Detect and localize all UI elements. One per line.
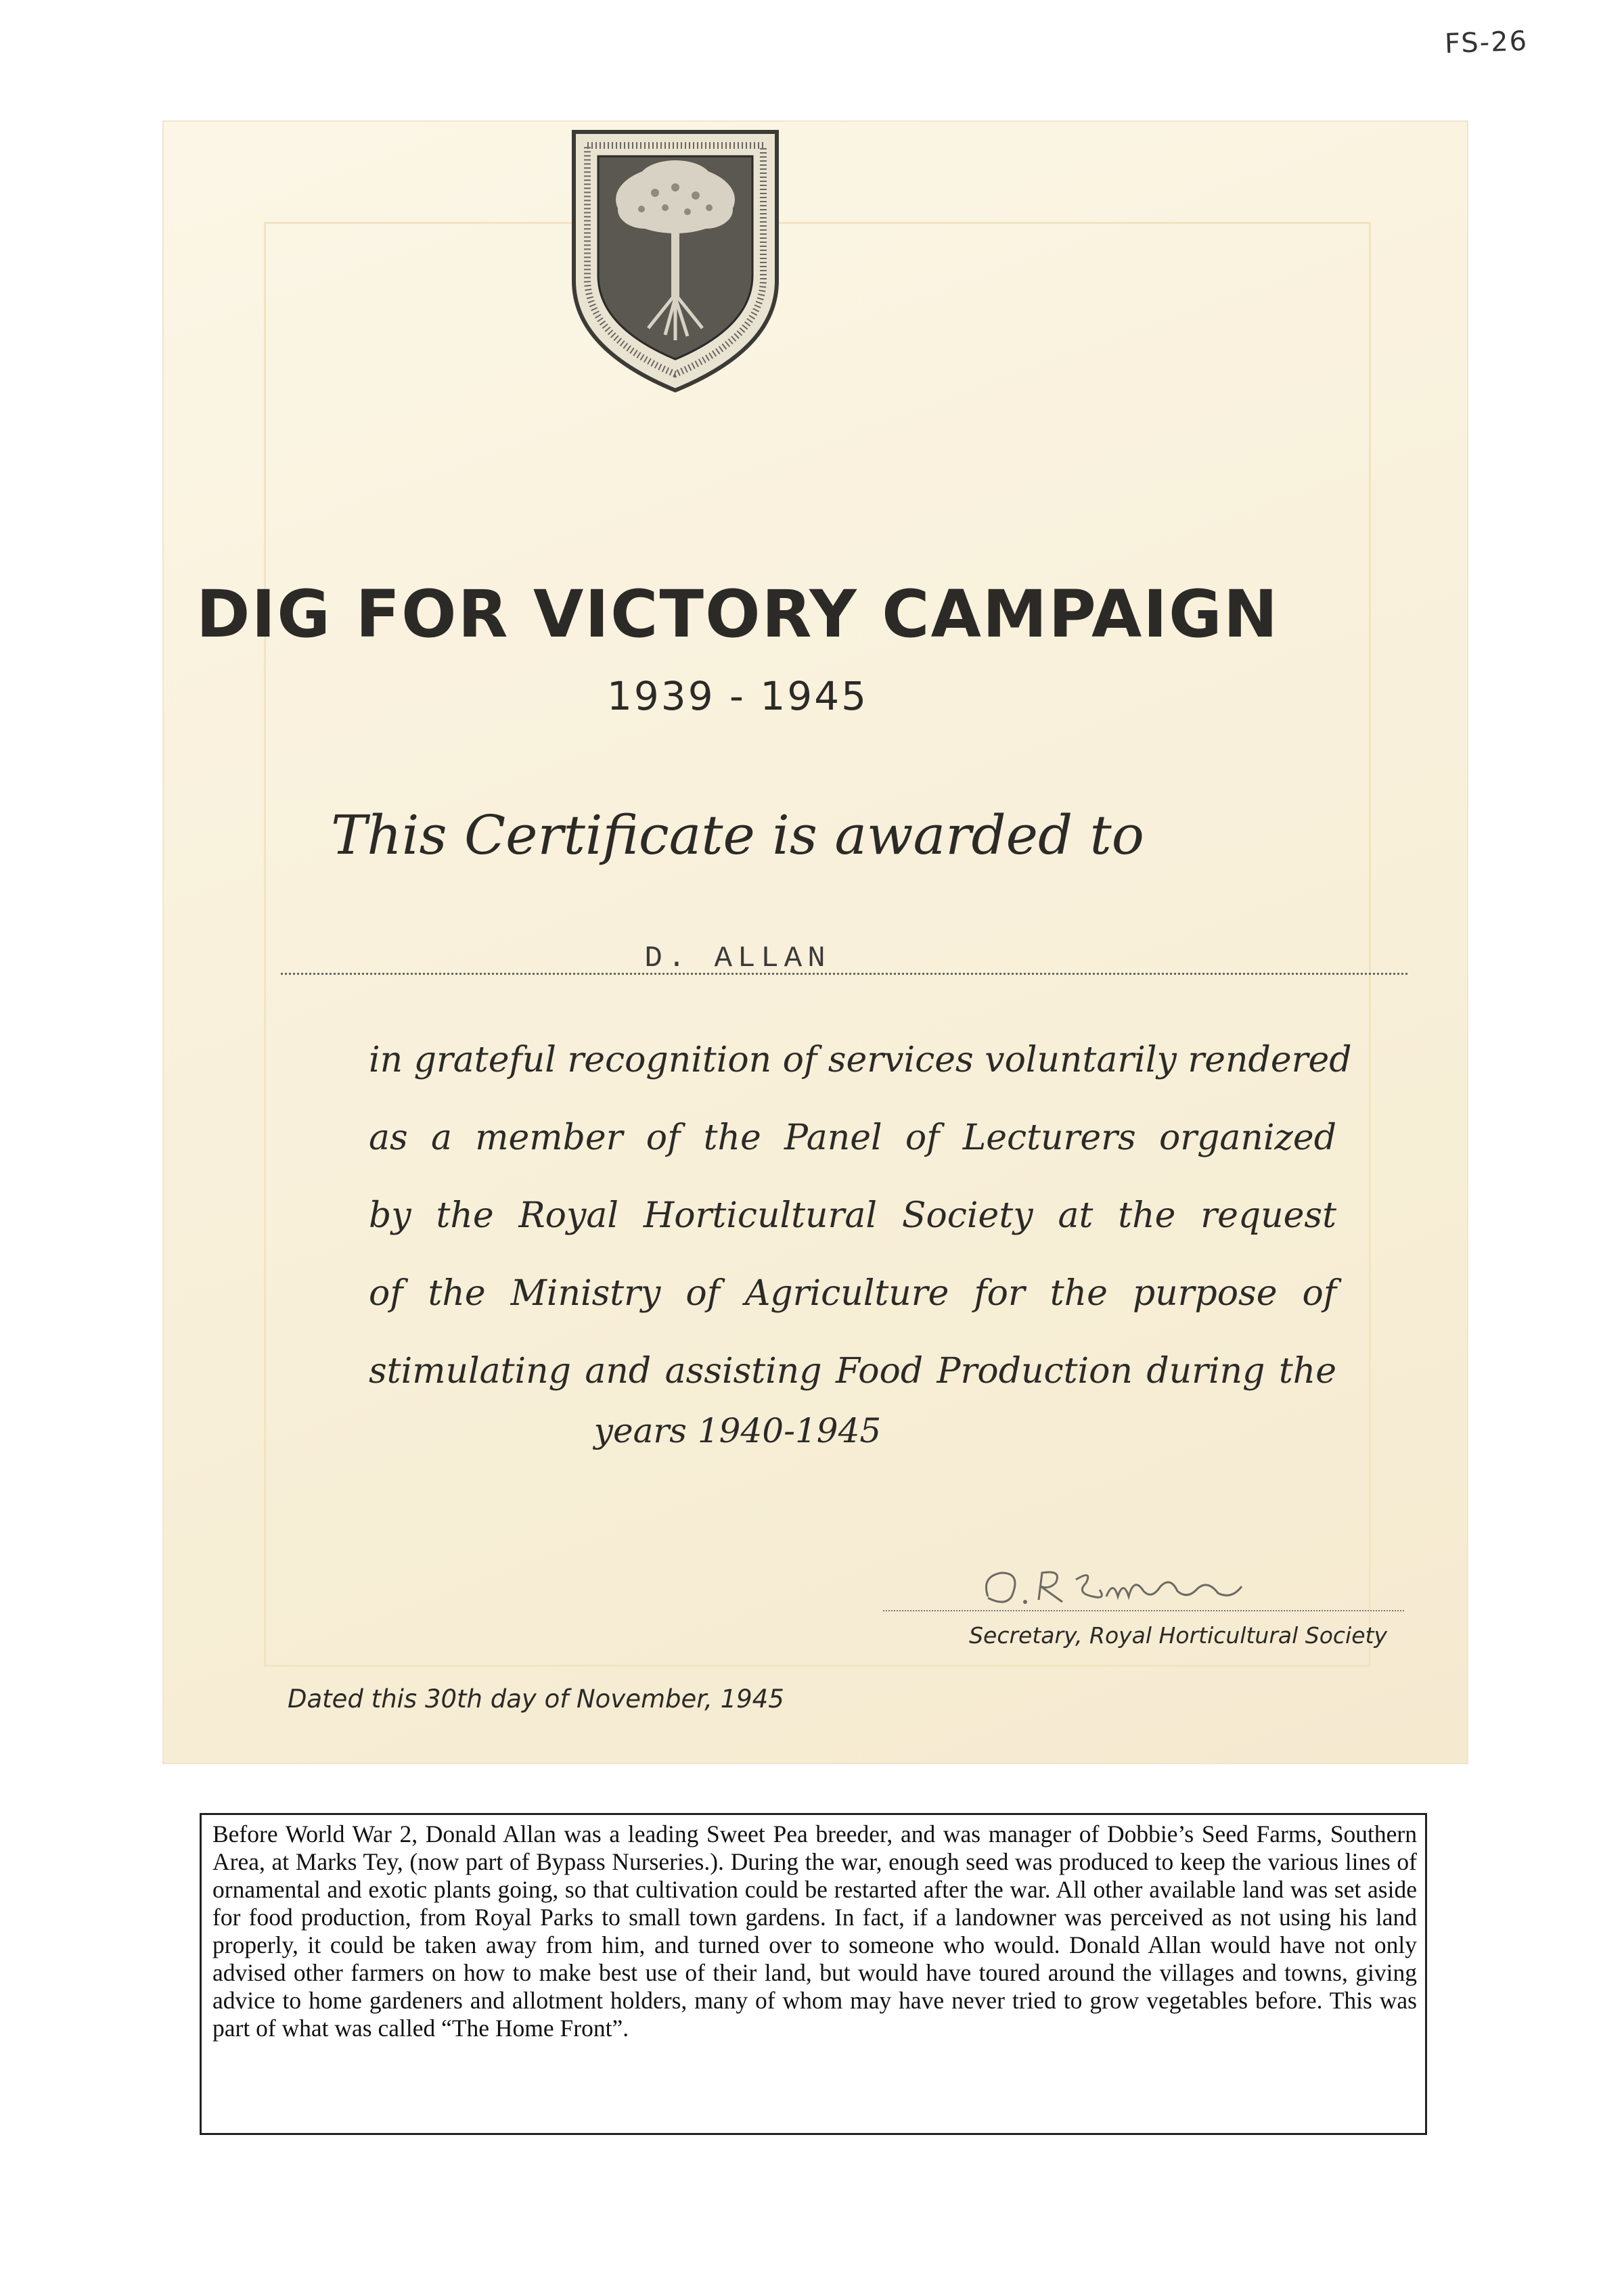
certificate-date: Dated this 30th day of November, 1945 xyxy=(288,1684,784,1714)
signatory-title: Secretary, Royal Horticultural Society xyxy=(969,1622,1387,1649)
body-line: by the Royal Horticultural Society at the request xyxy=(369,1195,1336,1236)
awarded-to-text: This Certificate is awarded to xyxy=(331,804,1144,867)
tree-crest-emblem xyxy=(567,125,784,396)
certificate-body xyxy=(369,1021,1352,1410)
signature-dotted-line xyxy=(883,1610,1404,1611)
body-line: of the Ministry of Agriculture for the purpose of xyxy=(369,1273,1336,1314)
service-years: years 1940-1945 xyxy=(593,1411,882,1450)
body-line: as a member of the Panel of Lecturers organized xyxy=(369,1118,1336,1158)
campaign-years: 1939 - 1945 xyxy=(606,673,868,719)
body-line: stimulating and assisting Food Production during the xyxy=(369,1351,1336,1392)
signature xyxy=(974,1549,1259,1617)
caption-text: Before World War 2, Donald Allan was a leading Sweet Pea breeder, and was manager of Dobbie’s Seed Farms, Southern Area, at Marks Tey, (now part of Bypass Nurseries.). During the war, enough seed was produced to keep the various lines of ornamental and exotic plants going, so that cultivation could be restarted after the war. All other available land was set aside for food production, from Royal Parks to small town gardens. In fact, if a landowner was perceived as not using his land properly, it could be taken away from him, and turned over to someone who would. Donald Allan would have not only advised other farmers on how to make best use of their land, but would have toured around the villages and towns, giving advice to home gardeners and allotment holders, many of whom may have never tried to grow vegetables before. This was part of what was called “The Home Front”. xyxy=(212,1820,1417,2042)
body-line: in grateful recognition of services voluntarily rendered xyxy=(369,1040,1352,1080)
corner-note: FS-26 xyxy=(1444,25,1529,60)
certificate-title: DIG FOR VICTORY CAMPAIGN xyxy=(196,576,1280,652)
recipient-name: D. ALLAN xyxy=(644,942,831,975)
caption-box xyxy=(200,1813,1427,2135)
